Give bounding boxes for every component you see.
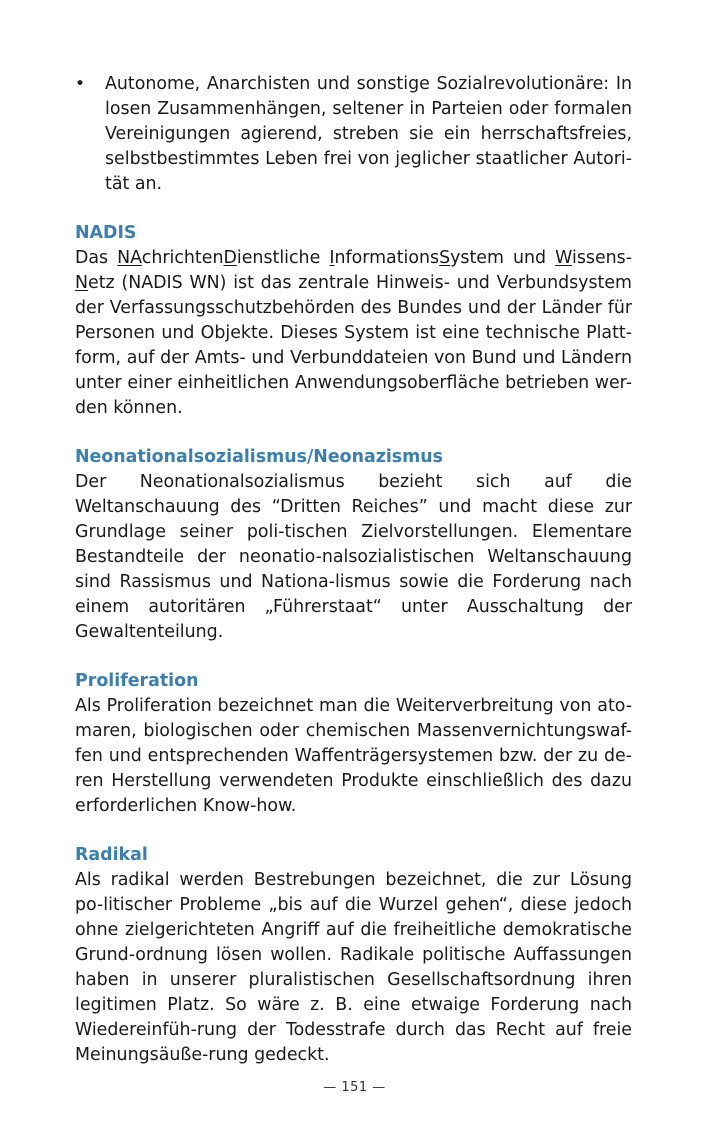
nadis-paragraph [75,246,632,421]
nadis-text-issens: issens- [572,248,633,268]
section-radikal [75,843,632,1068]
nadis-text-das: Das [75,248,118,268]
heading-nadis: NADIS [75,223,137,243]
nadis-text-ystem-und: ystem und [450,248,556,268]
nadis-text-chrichten: chrichten [141,248,224,268]
heading-neonazismus: Neonationalsozialismus/Neonazismus [75,447,444,467]
nadis-abbr-w: W [555,248,572,268]
section-neonazismus [75,445,632,645]
nadis-abbr-n: N [75,273,89,293]
nadis-text-nformations: nformations [334,248,440,268]
nadis-abbr-i: I [329,248,335,268]
nadis-abbr-s: S [439,248,451,268]
nadis-text-rest: etz (NADIS WN) ist das zentrale Hinweis- und Verbundsystem der Verfassungsschutzbehörden des Bundes und der Länder für Personen und Objekte. Dieses System ist eine technische Platt-form, auf der Amts- und Verbunddateien von Bund und Ländern unter einer einheitlichen Anwendungsoberfläche betrieben wer-den können. [75,273,632,418]
neonazismus-paragraph: Der Neonationalsozialismus bezieht sich auf die Weltanschauung des “Dritten Reiches” und macht diese zur Grundlage seiner poli-tischen Zielvorstellungen. Elementare Bestandteile der neonatio-nalsozialistischen Weltanschauung sind Rassismus und Nationa-lismus sowie die Forderung nach einem autoritären „Führerstaat“ unter Ausschaltung der Gewaltenteilung. [75,472,632,642]
nadis-abbr-na: NA [117,248,142,268]
heading-radikal: Radikal [75,845,148,865]
proliferation-paragraph: Als Proliferation bezeichnet man die Weiterverbreitung von ato-maren, biologischen oder chemischen Massenvernichtungswaf-fen und entsprechenden Waffenträgersystemen bzw. der zu de-ren Herstellung verwendeten Produkte einschließlich des dazu erforderlichen Know-how. [75,696,632,816]
section-nadis [75,221,632,421]
radikal-paragraph: Als radikal werden Bestrebungen bezeichnet, die zur Lösung po-litischer Probleme „bis auf die Wurzel gehen“, diese jedoch ohne zielgerichteten Angriff auf die freiheitliche demokratische Grund-ordnung lösen wollen. Radikale politische Auffassungen haben in unserer pluralistischen Gesellschaftsordnung ihren legitimen Platz. So wäre z. B. eine etwaige Forderung nach Wiedereinfüh-rung der Todesstrafe durch das Recht auf freie Meinungsäuße-rung gedeckt. [75,870,632,1065]
bullet-marker: • [75,74,86,94]
page-content [75,72,632,1068]
section-proliferation [75,669,632,819]
heading-proliferation: Proliferation [75,671,199,691]
nadis-abbr-d: D [223,248,237,268]
nadis-text-ienstliche: ienstliche [236,248,330,268]
bullet-text: Autonome, Anarchisten und sonstige Sozialrevolutionäre: In losen Zusammenhängen, seltener in Parteien oder formalen Vereinigungen agierend, streben sie ein herrschaftsfreies, selbstbestimmtes Leben frei von jeglicher staatlicher Autori-tät an. [105,74,632,194]
page-number: — 151 — [323,1080,386,1095]
bullet-list-item [75,72,632,197]
